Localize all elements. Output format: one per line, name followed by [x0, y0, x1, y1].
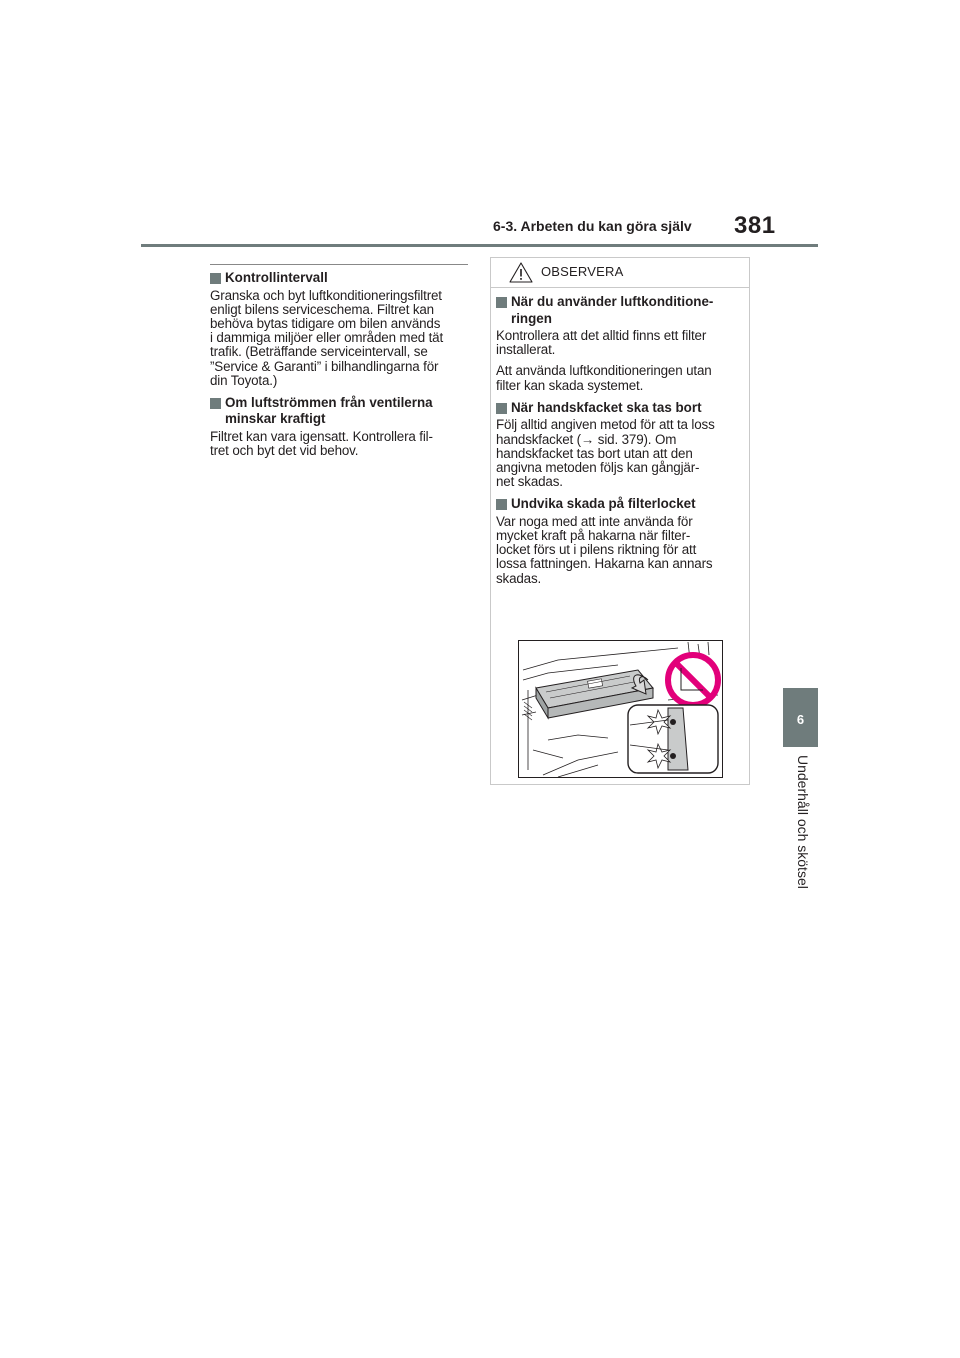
section-title: 6-3. Arbeten du kan göra själv: [493, 218, 692, 234]
body-paragraph: [210, 430, 468, 458]
paragraph-line: i dammiga miljöer eller områden med tät: [210, 330, 444, 346]
heading-square-icon: [496, 499, 507, 510]
paragraph-line: lossa fattningen. Hakarna kan annars: [496, 556, 713, 572]
column-rule: [210, 264, 468, 265]
heading-line: Kontrollintervall: [225, 270, 328, 285]
heading-line: ringen: [511, 310, 552, 326]
body-paragraph: [496, 364, 743, 392]
heading-line: När handskfacket ska tas bort: [511, 399, 702, 415]
paragraph-line: angivna metoden följs kan gångjär-: [496, 459, 700, 475]
paragraph-line: Granska och byt luftkonditioneringsfiltret: [210, 287, 442, 303]
notice-sections: [491, 288, 749, 586]
notice-label: OBSERVERA: [541, 264, 624, 279]
paragraph-line: locket förs ut i pilens riktning för att: [496, 542, 697, 558]
heading-line: När du använder luftkonditione-: [511, 294, 714, 309]
heading-square-icon: [496, 297, 507, 308]
paragraph-line: Följ alltid angiven metod för att ta loss: [496, 417, 715, 433]
chapter-label: Underhåll och skötsel: [795, 755, 811, 889]
paragraph-line: tret och byt det vid behov.: [210, 443, 359, 459]
heading-square-icon: [210, 273, 221, 284]
section-heading: [210, 270, 468, 287]
body-paragraph: [210, 289, 468, 388]
heading-line: Undvika skada på filterlocket: [511, 496, 696, 512]
paragraph-line: Kontrollera att det alltid finns ett filter: [496, 328, 707, 343]
section-heading: [210, 395, 468, 428]
body-paragraph: [496, 418, 743, 489]
paragraph-line: trafik. (Beträffande serviceintervall, se: [210, 344, 428, 360]
paragraph-line: net skadas.: [496, 474, 563, 490]
left-column: [210, 264, 468, 465]
notice-header: [491, 258, 749, 288]
heading-square-icon: [496, 403, 507, 414]
section-heading: [496, 496, 743, 513]
section-heading: [496, 294, 743, 327]
paragraph-line: enligt bilens serviceschema. Filtret kan: [210, 301, 434, 317]
chapter-tab: 6: [783, 688, 818, 747]
filter-cover-removal-prohibited-illustration: [518, 640, 723, 778]
paragraph-line: handskfacket tas bort utan att den: [496, 445, 693, 461]
paragraph-line: installerat.: [496, 342, 556, 358]
paragraph-line: Filtret kan vara igensatt. Kontrollera fil-: [210, 428, 433, 444]
paragraph-line: filter kan skada systemet.: [496, 377, 644, 393]
paragraph-line: mycket kraft på hakarna när filter-: [496, 528, 691, 544]
body-paragraph: [496, 515, 743, 586]
paragraph-line: handskfacket (→ sid. 379). Om: [496, 431, 677, 447]
paragraph-line: skadas.: [496, 570, 542, 586]
left-sections: [210, 270, 468, 458]
paragraph-line: Var noga med att inte använda för: [496, 513, 693, 529]
page-number: 381: [734, 212, 776, 239]
heading-square-icon: [210, 398, 221, 409]
body-paragraph: [496, 329, 743, 357]
paragraph-line: ”Service & Garanti” i bilhandlingarna för: [210, 358, 439, 374]
header-rule: [141, 244, 818, 247]
paragraph-line: behöva bytas tidigare om bilen används: [210, 315, 441, 331]
section-heading: [496, 400, 743, 417]
paragraph-line: Att använda luftkonditioneringen utan: [496, 363, 712, 379]
heading-line: minskar kraftigt: [225, 411, 326, 427]
paragraph-line: din Toyota.): [210, 372, 278, 388]
heading-line: Om luftströmmen från ventilerna: [225, 394, 433, 410]
warning-triangle-icon: [509, 262, 533, 283]
notice-box: [490, 257, 750, 785]
